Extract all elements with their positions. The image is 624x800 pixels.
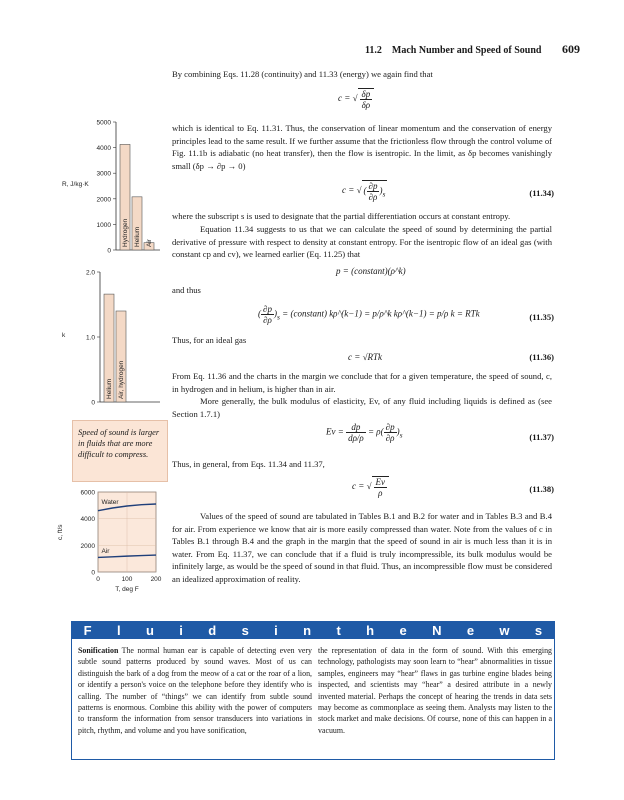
paragraph-6: Thus, for an ideal gas <box>172 335 247 345</box>
section-title: Mach Number and Speed of Sound <box>391 45 542 56</box>
paragraph-7: From Eq. 11.36 and the charts in the margin we conclude that for a given temperature, the speed of sound, c, in hydrogen and in helium, is higher than in air. <box>172 371 552 394</box>
banner-letter: F <box>83 622 92 638</box>
banner-letter: N <box>432 622 442 638</box>
eq35-rhs: = (constant) kρ^(k−1) = p/ρ^k kρ^(k−1) = p/ρ k = RTk <box>282 308 480 319</box>
eq1-num: δp <box>361 89 371 99</box>
banner-letter: h <box>366 622 375 638</box>
banner-letter: i <box>179 622 183 638</box>
gas-constant-bar-chart <box>60 110 160 260</box>
specific-heat-ratio-bar-chart <box>60 262 160 412</box>
paragraph-5: and thus <box>172 285 201 295</box>
y-axis-label: R, J/kg·K <box>62 181 89 188</box>
y-tick-label: 5000 <box>96 119 111 127</box>
bar-label: Helium <box>106 378 113 399</box>
paragraph-1: By combining Eqs. 11.28 (continuity) and 11.33 (energy) we again find that <box>172 69 433 79</box>
eq37-den: dρ/ρ <box>348 433 364 443</box>
eq34-den: ∂ρ <box>368 192 378 202</box>
banner-letter: s <box>241 622 249 638</box>
equation-11-34: c = √ ( $\frac{\partial p}{\partial\rho}$ )$_s$ <box>342 181 386 202</box>
series-label: Air <box>101 547 110 555</box>
y-tick-label: 4000 <box>96 145 111 153</box>
news-column-2: the representation of data in the form of sound. With this emerging technology, pathologists may soon learn to “hear” abnormalities in tissue samples, engineers may “hear” flaws in gas turbine engine blades being inspected, and scientists may “hear” a desired attribute in a newly invented material. Perhaps the concept of hearing the trends in data sets may become as commonplace as seeing them. Analysts may listen to the stock market and make decisions. Of course, none of this can happen in a vacuum. <box>318 646 552 735</box>
equation-number-11-35: (11.35) <box>529 312 554 322</box>
equation-11-36: c = √RTk <box>348 352 383 362</box>
fluids-in-the-news-banner <box>71 621 555 639</box>
eq38-lhs: c = <box>352 481 365 492</box>
page-number: 609 <box>562 42 580 56</box>
x-tick-label: 0 <box>96 576 100 583</box>
y-tick-label: 2000 <box>96 196 111 204</box>
paragraph-8: More generally, the bulk modulus of elasticity, Ev, of any fluid including liquids is defined as (see Section 1.7.1) <box>172 396 552 419</box>
paragraph-10: Values of the speed of sound are tabulated in Tables B.1 and B.2 for water and in Tables B.3 and B.4 for air. From experience we know that air is more easily compressed than water. Note from the values of c in Tables B.1 through B.4 and the graph in the margin that the speed of sound in air is much less than it is in water. From Eq. 11.37, we can conclude that if a fluid is truly incompressible, its bulk modulus would be infinitely large, as would be the speed of sound in that fluid. Thus, an incompressible flow must be considered an idealized approximation of reality. <box>172 511 552 584</box>
banner-letter: e <box>466 622 475 638</box>
eq37-lhs: Eν = <box>326 426 344 437</box>
speed-of-sound-line-chart <box>56 482 166 594</box>
news-column-1 <box>78 645 312 736</box>
y-tick-label: 1.0 <box>85 334 95 342</box>
banner-letter: d <box>208 622 217 638</box>
banner-letter: u <box>145 622 154 638</box>
equation-number-11-38: (11.38) <box>529 484 554 494</box>
equation-isentropic: p = (constant)(ρ^k) <box>336 266 406 276</box>
y-tick-label: 0 <box>107 247 111 255</box>
eq38-num: Eν <box>375 477 386 487</box>
banner-letter: t <box>336 622 341 638</box>
news-col1-text: The normal human ear is capable of detecting even very subtle sound patterns produced by sound waves. Most of us can distinguish the bark of a dog from the meow of a cat or the roar of a lion, or identify a person's voice on the telephone before they identify who is calling. The number of “things” we can identify from subtle sound patterns is enormous. Combine this ability with the power of computers to transform the information from sensor transducers into variations in pitch, rhythm, and volume and you have sonification, <box>78 646 312 735</box>
y-tick-label: 0 <box>91 569 95 577</box>
eq37-num: dp <box>346 422 366 433</box>
eq1-den: δρ <box>361 100 371 110</box>
bar-label: Hydrogen <box>122 218 129 247</box>
equation-number-11-36: (11.36) <box>529 352 554 362</box>
running-header <box>365 42 580 57</box>
y-tick-label: 1000 <box>96 221 111 229</box>
equation-11-37: Eν = $\frac{dp}{d\rho/\rho}$ = ρ( $\frac{\partial p}{\partial\rho}$ )$_s$ <box>326 422 403 443</box>
x-axis-label: T, deg F <box>115 586 139 593</box>
x-tick-label: 100 <box>121 576 133 583</box>
eq34-num: ∂p <box>368 181 378 191</box>
y-tick-label: 2000 <box>80 542 95 550</box>
y-tick-label: 6000 <box>80 489 95 497</box>
news-title: Sonification <box>78 646 119 655</box>
margin-callout: Speed of sound is larger in fluids that are more difficult to compress. <box>72 420 168 482</box>
banner-letter: s <box>534 622 543 638</box>
section-number: 11.2 <box>364 45 382 56</box>
banner-letter: n <box>303 622 312 638</box>
banner-letter: l <box>116 622 121 638</box>
eq34-lhs: c = <box>342 185 355 196</box>
bar-label: Air <box>146 239 153 247</box>
eq37-rhs: = ρ <box>367 426 381 437</box>
y-tick-label: 0 <box>91 399 95 407</box>
banner-letter: i <box>274 622 278 638</box>
equation-number-11-34: (11.34) <box>529 188 554 198</box>
eq34-sub: s <box>382 189 386 199</box>
eq38-den: ρ <box>378 488 383 498</box>
paragraph-9: Thus, in general, from Eqs. 11.34 and 11.37, <box>172 459 325 469</box>
eq1-lhs: c = <box>338 93 351 104</box>
x-tick-label: 200 <box>150 576 162 583</box>
equation-number-11-37: (11.37) <box>529 432 554 442</box>
y-tick-label: 4000 <box>80 516 95 524</box>
series-label: Water <box>101 499 119 506</box>
y-tick-label: 2.0 <box>85 269 95 277</box>
paragraph-3: where the subscript s is used to designate that the partial differentiation occurs at constant entropy. <box>172 211 511 221</box>
y-tick-label: 3000 <box>96 170 111 178</box>
bar-label: Helium <box>134 226 141 247</box>
y-axis-label: k <box>62 332 66 339</box>
equation-11-38: c = √ $\frac{E\nu}{\rho}$ <box>352 476 389 498</box>
banner-letter: w <box>499 622 510 638</box>
equation-11-35: ( $\frac{\partial p}{\partial\rho}$ )$_s$ = (constant) kρ^(k−1) = p/ρ^k kρ^(k−1) = p/ρ k = RTk <box>258 304 480 325</box>
y-axis-label: c, ft/s <box>57 524 64 540</box>
banner-letter: e <box>399 622 407 638</box>
paragraph-2: which is identical to Eq. 11.31. Thus, the conservation of linear momentum and the conservation of energy principles lead to the same result. If we further assume that the frictionless flow through the control volume of Fig. 11.1b is adiabatic (no heat transfer), then the flow is isentropic. In the limit, as δp becomes vanishingly small (δp → ∂p → 0) <box>172 123 552 171</box>
bar-label: Air, hydrogen <box>118 360 125 399</box>
paragraph-4: Equation 11.34 suggests to us that we can calculate the speed of sound by determining the partial derivative of pressure with respect to density at constant entropy. For the isentropic flow of an ideal gas (with constant cp and cv), we learned earlier (Eq. 11.25) that <box>172 224 552 260</box>
equation-1: c = √ $\frac{\delta p}{\delta\rho}$ <box>338 88 374 110</box>
